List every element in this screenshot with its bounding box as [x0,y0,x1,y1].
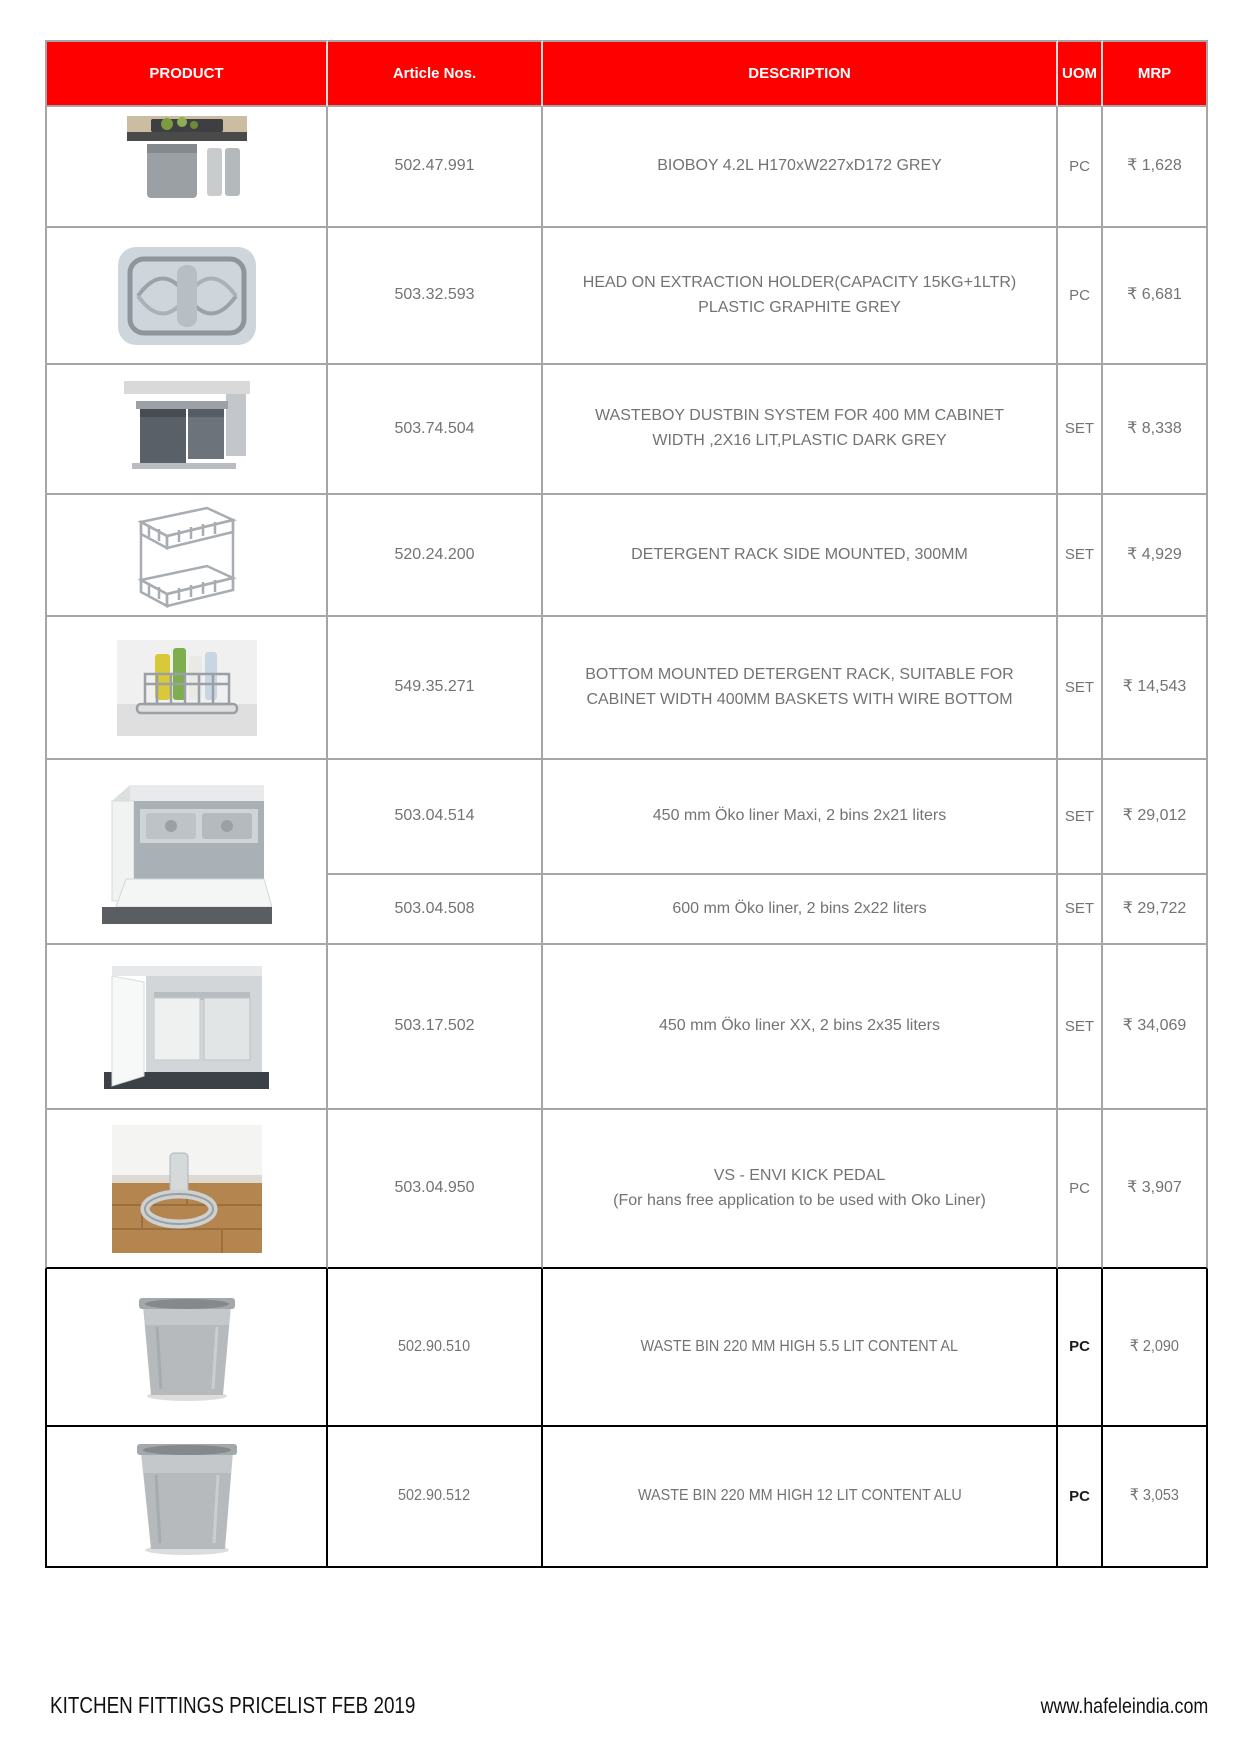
uom-value: PC [1058,1110,1103,1269]
waste-bin-large-photo [133,1437,241,1557]
article-number: 502.90.512 [328,1427,543,1568]
wasteboy-dustbin-system-photo [124,381,250,477]
waste-bin-small-photo [135,1291,239,1403]
article-number: 503.74.504 [328,365,543,495]
product-description: WASTE BIN 220 MM HIGH 5.5 LIT CONTENT AL [543,1269,1058,1427]
mrp-value: ₹ 8,338 [1103,365,1208,495]
column-header-description: DESCRIPTION [543,40,1058,107]
product-description: HEAD ON EXTRACTION HOLDER(CAPACITY 15KG+1LTR) PLASTIC GRAPHITE GREY [543,228,1058,365]
oko-liner-xx-photo [104,964,269,1089]
product-image-cell [45,617,328,760]
kick-pedal-photo [112,1125,262,1253]
article-number: 503.32.593 [328,228,543,365]
product-image-cell [45,1269,328,1427]
uom-value: SET [1058,875,1103,945]
product-description: WASTE BIN 220 MM HIGH 12 LIT CONTENT ALU [543,1427,1058,1568]
mrp-value: ₹ 2,090 [1103,1269,1208,1427]
article-number: 503.04.508 [328,875,543,945]
uom-value: SET [1058,945,1103,1110]
footer-title: KITCHEN FITTINGS PRICELIST FEB 2019 [50,1692,416,1718]
product-description: WASTEBOY DUSTBIN SYSTEM FOR 400 MM CABINET WIDTH ,2X16 LIT,PLASTIC DARK GREY [543,365,1058,495]
footer-website-link[interactable]: www.hafeleindia.com [1040,1695,1208,1718]
description-line-2: (For hans free application to be used with Oko Liner) [613,1191,986,1209]
uom-value: PC [1058,107,1103,228]
product-image-cell [45,365,328,495]
head-on-extraction-holder-photo [116,245,258,347]
mrp-value: ₹ 6,681 [1103,228,1208,365]
detergent-rack-side-mounted-photo [129,496,245,614]
mrp-value: ₹ 3,907 [1103,1110,1208,1269]
column-header-article: Article Nos. [328,40,543,107]
article-number: 549.35.271 [328,617,543,760]
uom-value: PC [1058,228,1103,365]
product-description: 450 mm Öko liner XX, 2 bins 2x35 liters [543,945,1058,1110]
uom-value: SET [1058,617,1103,760]
bottom-mounted-detergent-rack-photo [117,640,257,736]
product-description [543,1110,1058,1269]
description-line-1: VS - ENVI KICK PEDAL [713,1166,886,1184]
product-image-cell [45,495,328,617]
article-number: 503.04.950 [328,1110,543,1269]
mrp-value: ₹ 29,722 [1103,875,1208,945]
product-image-cell [45,228,328,365]
column-header-uom: UOM [1058,40,1103,107]
column-header-product: PRODUCT [45,40,328,107]
uom-value: SET [1058,365,1103,495]
uom-value: SET [1058,760,1103,875]
product-description: BOTTOM MOUNTED DETERGENT RACK, SUITABLE FOR CABINET WIDTH 400MM BASKETS WITH WIRE BOTTOM [543,617,1058,760]
uom-value: PC [1058,1427,1103,1568]
article-number: 502.90.510 [328,1269,543,1427]
column-header-mrp: MRP [1103,40,1208,107]
mrp-value: ₹ 4,929 [1103,495,1208,617]
mrp-value: ₹ 29,012 [1103,760,1208,875]
bioboy-waste-bin-photo [121,116,253,218]
uom-value: PC [1058,1269,1103,1427]
mrp-value: ₹ 34,069 [1103,945,1208,1110]
product-image-cell [45,760,328,945]
product-description: DETERGENT RACK SIDE MOUNTED, 300MM [543,495,1058,617]
mrp-value: ₹ 3,053 [1103,1427,1208,1568]
article-number: 503.17.502 [328,945,543,1110]
pricelist-table [45,40,1208,1568]
product-description: 450 mm Öko liner Maxi, 2 bins 2x21 liters [543,760,1058,875]
uom-value: SET [1058,495,1103,617]
mrp-value: ₹ 14,543 [1103,617,1208,760]
product-image-cell [45,945,328,1110]
product-image-cell [45,1110,328,1269]
product-image-cell [45,107,328,228]
product-description: BIOBOY 4.2L H170xW227xD172 GREY [543,107,1058,228]
article-number: 503.04.514 [328,760,543,875]
article-number: 502.47.991 [328,107,543,228]
mrp-value: ₹ 1,628 [1103,107,1208,228]
product-image-cell [45,1427,328,1568]
article-number: 520.24.200 [328,495,543,617]
product-description: 600 mm Öko liner, 2 bins 2x22 liters [543,875,1058,945]
oko-liner-maxi-photo [102,779,272,924]
